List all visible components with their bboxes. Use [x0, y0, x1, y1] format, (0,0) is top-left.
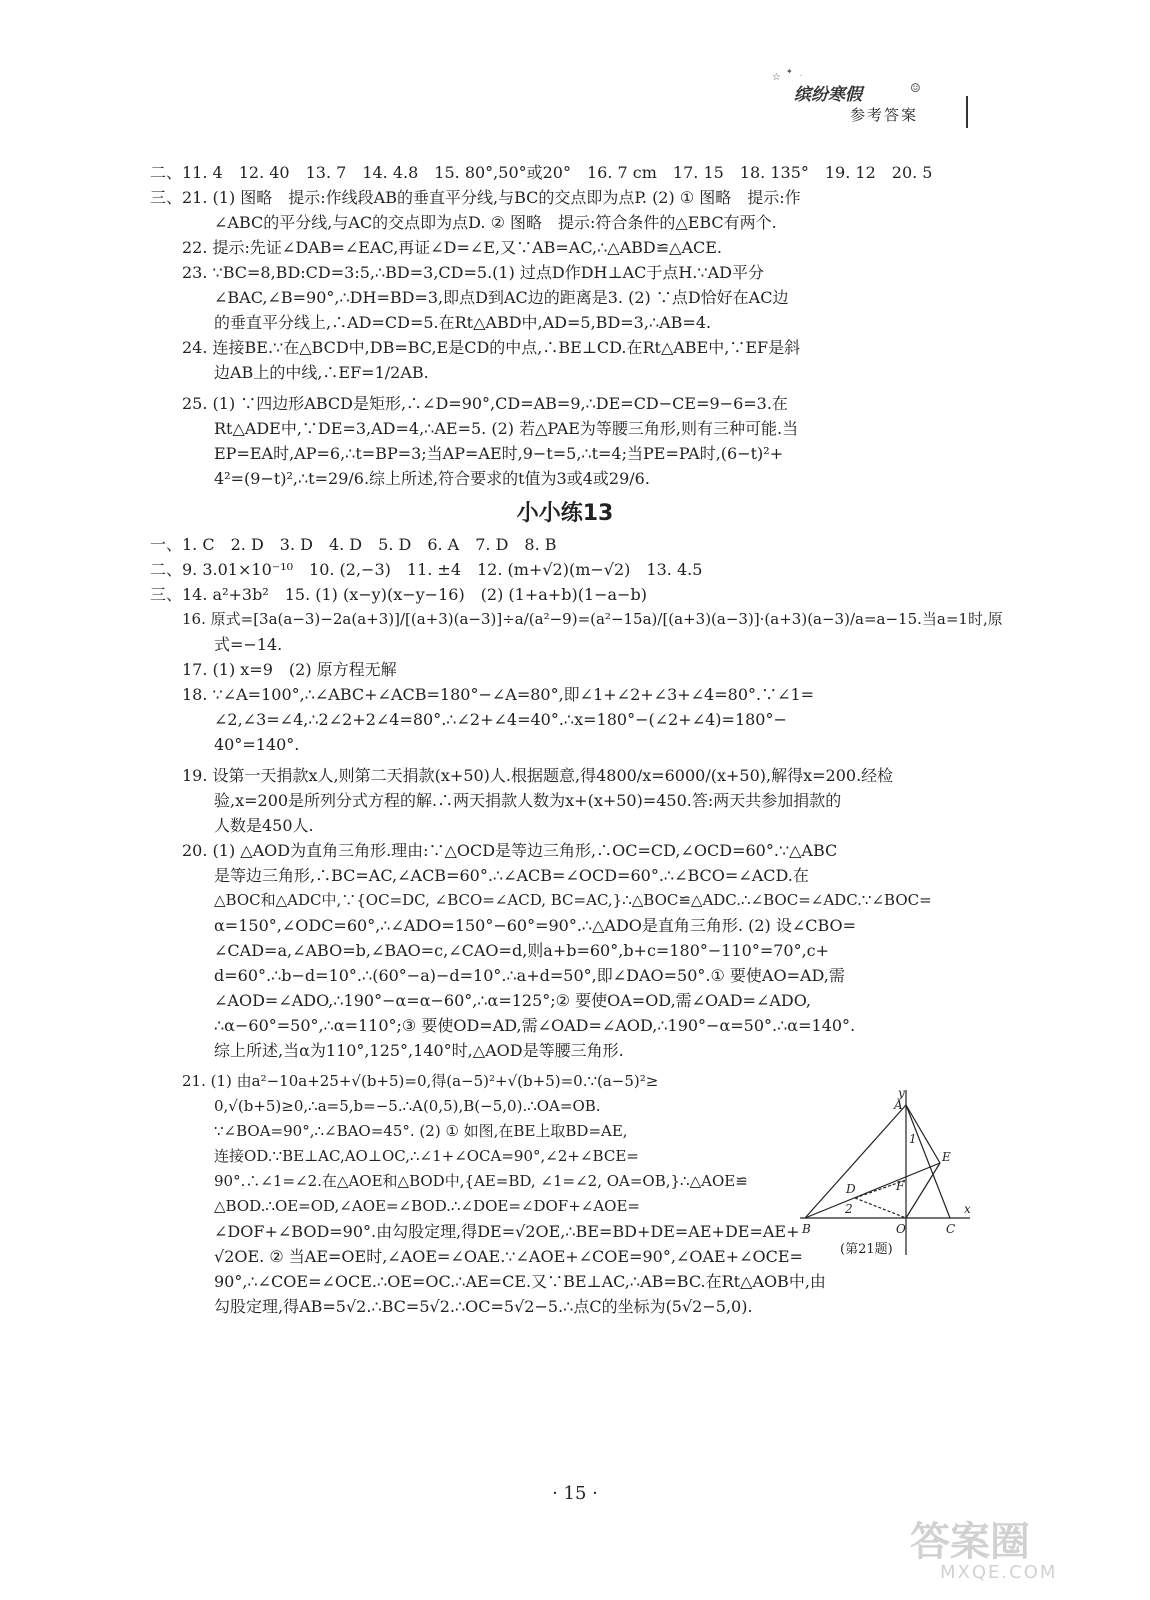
svg-text:✦: ✦ [786, 67, 793, 76]
label-x: x [964, 1202, 971, 1216]
answer-line: α=150°,∠ODC=60°,∴∠ADO=150°−60°=90°.∴△ADO是直角三角形. (2) 设∠CBO= [214, 916, 857, 935]
line-od [855, 1198, 906, 1218]
answer-line: 勾股定理,得AB=5√2.∴BC=5√2.∴OC=5√2−5.∴点C的坐标为(5√2−5,0). [214, 1297, 753, 1316]
figure-svg [800, 1085, 975, 1260]
label-o: O [896, 1222, 906, 1236]
label-b: B [802, 1222, 811, 1236]
label-2: 2 [845, 1202, 853, 1216]
answer-line: 25. (1) ∵四边形ABCD是矩形,∴∠D=90°,CD=AB=9,∴DE=CD−CE=9−6=3.在 [182, 394, 788, 413]
answer-line: 90°,∴∠COE=∠OCE.∴OE=OC.∴AE=CE.又∵BE⊥AC,∴AB=BC.在Rt△AOB中,由 [214, 1272, 826, 1291]
watermark-sub: MXQE.COM [940, 1562, 1058, 1583]
answer-line: 90°.∴∠1=∠2.在△AOE和△BOD中,{AE=BD, ∠1=∠2, OA=OB,}∴△AOE≌ [214, 1172, 748, 1190]
answer-line: EP=EA时,AP=6,∴t=BP=3;当AP=AE时,9−t=5,∴t=4;当PE=PA时,(6−t)²+ [214, 444, 784, 463]
answer-line: ∠BAC,∠B=90°,∴DH=BD=3,即点D到AC边的距离是3. (2) ∵点D恰好在AC边 [214, 288, 789, 307]
line-be [805, 1163, 940, 1218]
answer-line: △BOC和△ADC中,∵{OC=DC, ∠BCO=∠ACD, BC=AC,}∴△BOC≌△ADC.∴∠BOC=∠ADC.∵∠BOC= [214, 891, 932, 909]
answer-line: 23. ∵BC=8,BD:CD=3:5,∴BD=3,CD=5.(1) 过点D作DH⊥AC于点H.∵AD平分 [182, 263, 764, 282]
section-title: 小小练13 [516, 501, 614, 526]
answer-line: 0,√(b+5)≥0,∴a=5,b=−5.∴A(0,5),B(−5,0).∴OA=OB. [214, 1097, 601, 1115]
header-divider [966, 96, 968, 128]
answer-line: 三、14. a²+3b² 15. (1) (x−y)(x−y−16) (2) (1+a+b)(1−a−b) [150, 585, 647, 604]
svg-text:·: · [800, 73, 802, 80]
answer-line: d=60°.∴b−d=10°.∴(60°−a)−d=10°.∴a+d=50°,即∠DAO=50°.① 要使AO=AD,需 [214, 966, 845, 985]
answer-line: ∠CAD=a,∠ABO=b,∠BAO=c,∠CAO=d,则a+b=60°,b+c=180°−110°=70°,c+ [214, 941, 830, 960]
logo-text: 缤纷寒假 [794, 85, 862, 105]
label-f: F [896, 1179, 905, 1193]
page-number: · 15 · [552, 1483, 598, 1504]
answer-line: 二、9. 3.01×10⁻¹⁰ 10. (2,−3) 11. ±4 12. (m+√2)(m−√2) 13. 4.5 [150, 560, 703, 579]
label-e: E [942, 1150, 951, 1164]
label-a: A [894, 1098, 903, 1112]
answer-line: 21. (1) 由a²−10a+25+√(b+5)=0,得(a−5)²+√(b+5)=0.∵(a−5)²≥ [182, 1072, 659, 1090]
answer-line: 22. 提示:先证∠DAB=∠EAC,再证∠D=∠E,又∵AB=AC,∴△ABD≌△ACE. [182, 238, 723, 257]
geometry-figure [800, 1085, 975, 1260]
answer-line: 一、1. C 2. D 3. D 4. D 5. D 6. A 7. D 8. B [150, 535, 557, 554]
answer-line: ∠2,∠3=∠4,∴2∠2+2∠4=80°.∴∠2+∠4=40°.∴x=180°−(∠2+∠4)=180°− [214, 710, 787, 729]
answer-line: ∴α−60°=50°,∴α=110°;③ 要使OD=AD,需∠OAD=∠AOD,∴190°−α=50°.∴α=140°. [214, 1016, 856, 1035]
answer-line: 式=−14. [214, 635, 283, 654]
header-logo [770, 66, 930, 106]
label-d: D [846, 1182, 856, 1196]
answer-line: 验,x=200是所列分式方程的解.∴两天捐款人数为x+(x+50)=450.答:两天共参加捐款的 [214, 791, 842, 810]
label-y: y [898, 1086, 905, 1100]
answer-line: 40°=140°. [214, 735, 300, 754]
answer-line: ∵∠BOA=90°,∴∠BAO=45°. (2) ① 如图,在BE上取BD=AE, [214, 1122, 628, 1140]
svg-text:☆: ☆ [772, 72, 781, 83]
answer-line: 是等边三角形,∴BC=AC,∠ACB=60°.∴∠ACB=∠OCD=60°.∴∠BCO=∠ACD.在 [214, 866, 809, 885]
svg-text:☺: ☺ [910, 81, 921, 95]
answer-line: 人数是450人. [214, 816, 314, 835]
answer-line: 边AB上的中线,∴EF=1/2AB. [214, 363, 429, 382]
answer-line: 三、21. (1) 图略 提示:作线段AB的垂直平分线,与BC的交点即为点P. (2) ① 图略 提示:作 [150, 188, 801, 207]
label-c: C [946, 1222, 956, 1236]
answer-line: Rt△ADE中,∵DE=3,AD=4,∴AE=5. (2) 若△PAE为等腰三角形,则有三种可能.当 [214, 419, 799, 438]
answer-line: 连接OD.∵BE⊥AC,AO⊥OC,∴∠1+∠OCA=90°,∠2+∠BCE= [214, 1147, 639, 1165]
answer-line: 综上所述,当α为110°,125°,140°时,△AOD是等腰三角形. [214, 1041, 624, 1060]
answer-line: ∠ABC的平分线,与AC的交点即为点D. ② 图略 提示:符合条件的△EBC有两个. [214, 213, 777, 232]
answer-line: 18. ∵∠A=100°,∴∠ABC+∠ACB=180°−∠A=80°,即∠1+∠2+∠3+∠4=80°.∵∠1= [182, 685, 815, 704]
answer-line: 4²=(9−t)²,∴t=29/6.综上所述,符合要求的t值为3或4或29/6. [214, 469, 650, 488]
answer-line: 的垂直平分线上,∴AD=CD=5.在Rt△ABD中,AD=5,BD=3,∴AB=4. [214, 313, 712, 332]
figure-caption: (第21题) [840, 1242, 893, 1257]
watermark-main: 答案圈 [910, 1519, 1030, 1565]
answer-line: √2OE. ② 当AE=OE时,∠AOE=∠OAE.∵∠AOE+∠COE=90°,∠OAE+∠OCE= [214, 1247, 803, 1266]
watermark [900, 1510, 1120, 1590]
answer-line: 17. (1) x=9 (2) 原方程无解 [182, 660, 397, 679]
answer-line: 16. 原式=[3a(a−3)−2a(a+3)]/[(a+3)(a−3)]÷a/(a²−9)=(a²−15a)/[(a+3)(a−3)]·(a+3)(a−3)/a=a−15.当a=1时,原 [182, 610, 1003, 628]
answer-line: 二、11. 4 12. 40 13. 7 14. 4.8 15. 80°,50°或20° 16. 7 cm 17. 15 18. 135° 19. 12 20. 5 [150, 163, 933, 182]
answer-line: ∠DOF+∠BOD=90°.由勾股定理,得DE=√2OE,∴BE=BD+DE=AE+DE=AE+ [214, 1222, 800, 1241]
answer-line: ∠AOD=∠ADO,∴190°−α=α−60°,∴α=125°;② 要使OA=OD,需∠OAD=∠ADO, [214, 991, 812, 1010]
answer-line: 19. 设第一天捐款x人,则第二天捐款(x+50)人.根据题意,得4800/x=6000/(x+50),解得x=200.经检 [182, 766, 894, 785]
header-subtitle: 参考答案 [850, 106, 919, 124]
answer-line: 20. (1) △AOD为直角三角形.理由:∵△OCD是等边三角形,∴OC=CD,∠OCD=60°.∵△ABC [182, 841, 838, 860]
answer-line: 24. 连接BE.∵在△BCD中,DB=BC,E是CD的中点,∴BE⊥CD.在Rt△ABE中,∵EF是斜 [182, 338, 801, 357]
answer-line: △BOD.∴OE=OD,∠AOE=∠BOD.∴∠DOE=∠DOF+∠AOE= [214, 1197, 640, 1215]
label-1: 1 [909, 1132, 917, 1146]
line-ba [805, 1105, 906, 1218]
line-oe [906, 1163, 940, 1218]
